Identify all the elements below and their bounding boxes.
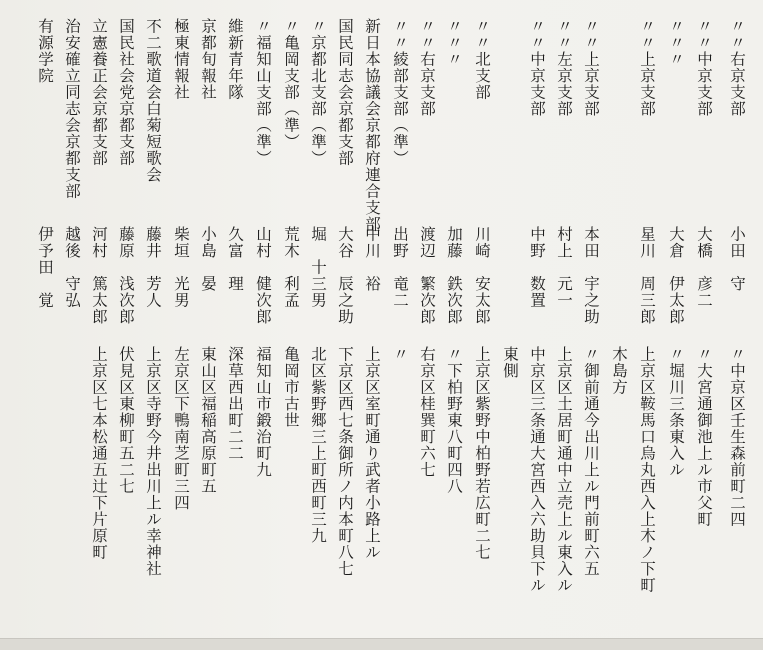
representative-name: 大谷 辰之助 [336,226,354,325]
address: 東山区福稲高原町五 [199,346,217,495]
organization-name: 新日本協議会京都府連合支部 [363,18,381,233]
representative-name: 加藤 鉄次郎 [445,226,463,325]
representative-name: 河村 篤太郎 [90,226,108,325]
address: 上京区土居町通中立売上ル東入ル [555,346,573,594]
entry-column [724,0,750,650]
organization-name: 〃〃上京支部 [582,18,600,117]
address: 〃御前通今出川上ル門前町六五 [582,346,600,577]
representative-name: 荒木 利孟 [282,226,300,309]
representative-name: 川崎 安太郎 [473,226,491,325]
organization-name: 極東情報社 [172,18,190,101]
entry-column [691,0,717,650]
entry-column [634,0,660,650]
address: 上京区紫野中柏野若広町二七 [473,346,491,561]
representative-name: 中川 裕 [363,226,381,292]
representative-name: 小島 晏 [199,226,217,292]
organization-name: 有源学院 [36,18,54,84]
representative-name: 藤原 浅次郎 [117,226,135,325]
representative-name: 藤井 芳人 [144,226,162,309]
address: 〃大宮通御池上ル市父町 [695,346,713,528]
entry-column [663,0,689,650]
entry-column [278,0,304,650]
organization-name: 京都旬報社 [199,18,217,101]
organization-name: 〃〃右京支部 [728,18,746,117]
address: 福知山市鍛治町九 [254,346,272,478]
organization-name: 〃〃上京支部 [638,18,656,117]
organization-name: 〃福知山支部（準） [254,18,272,167]
representative-name: 山村 健次郎 [254,226,272,325]
entry-column [441,0,467,650]
representative-name: 中野 数置 [528,226,546,309]
address: 左京区下鴨南芝町三四 [172,346,190,511]
organization-name: 〃〃綾部支部（準） [391,18,409,167]
address: 上京区室町通り武者小路上ル [363,346,381,561]
representative-name: 渡辺 繁次郎 [418,226,436,325]
organization-name: 治安確立同志会京都支部 [63,18,81,200]
organization-name: 国民社会党京都支部 [117,18,135,167]
representative-name: 越後 守弘 [63,226,81,309]
organization-name: 〃〃中京支部 [695,18,713,117]
organization-name: 〃〃左京支部 [555,18,573,117]
representative-name: 大橋 彦二 [695,226,713,309]
entry-column [359,0,385,650]
entry-column [414,0,440,650]
entry-column [305,0,331,650]
entry-column [168,0,194,650]
address: 深草西出町二二 [226,346,244,462]
organization-name: 〃〃〃 [667,18,685,68]
entry-column [497,0,523,650]
representative-name: 村上 元一 [555,226,573,309]
address: 右京区桂巽町六七 [418,346,436,478]
representative-name: 堀 十三男 [309,226,327,309]
organization-name: 立憲養正会京都支部 [90,18,108,167]
page-bottom-edge [0,638,763,650]
address: 木島方 [610,346,628,396]
representative-name: 大倉 伊太郎 [667,226,685,325]
address: 上京区七本松通五辻下片原町 [90,346,108,561]
entry-column [387,0,413,650]
representative-name: 本田 宇之助 [582,226,600,325]
address: 〃 [391,346,409,363]
address: 〃堀川三条東入ル [667,346,685,478]
representative-name: 伊予田 覚 [36,226,54,309]
organization-name: 国民同志会京都支部 [336,18,354,167]
organization-name: 不二歌道会白菊短歌会 [144,18,162,183]
organization-name: 〃〃右京支部 [418,18,436,117]
address: 上京区寺野今井出川上ル幸神社 [144,346,162,577]
entry-column [195,0,221,650]
address: 下京区西七条御所ノ内本町八七 [336,346,354,577]
address: 北区紫野郷三上町西町三九 [309,346,327,544]
address: 〃下柏野東八町四八 [445,346,463,495]
organization-name: 〃〃北支部 [473,18,491,101]
address: 東側 [501,346,519,379]
entry-column [86,0,112,650]
entry-column [59,0,85,650]
entry-column [551,0,577,650]
address: 上京区鞍馬口烏丸西入上木ノ下町 [638,346,656,594]
representative-name: 星川 周三郎 [638,226,656,325]
organization-name: 〃亀岡支部（準） [282,18,300,150]
organization-name: 維新青年隊 [226,18,244,101]
representative-name: 小田 守 [728,226,746,292]
entry-column [250,0,276,650]
entry-column [524,0,550,650]
representative-name: 出野 竜二 [391,226,409,309]
address: 〃中京区壬生森前町二四 [728,346,746,528]
address: 伏見区東柳町五二七 [117,346,135,495]
entry-column [222,0,248,650]
entry-column [32,0,58,650]
entry-column [578,0,604,650]
address: 中京区三条通大宮西入六助貝下ル [528,346,546,594]
address: 亀岡市古世 [282,346,300,429]
representative-name: 柴垣 光男 [172,226,190,309]
entry-column [606,0,632,650]
entry-column [469,0,495,650]
organization-name: 〃京都北支部（準） [309,18,327,167]
entry-column [113,0,139,650]
organization-name: 〃〃〃 [445,18,463,68]
entry-column [332,0,358,650]
representative-name: 久富 理 [226,226,244,292]
organization-name: 〃〃中京支部 [528,18,546,117]
entry-column [140,0,166,650]
